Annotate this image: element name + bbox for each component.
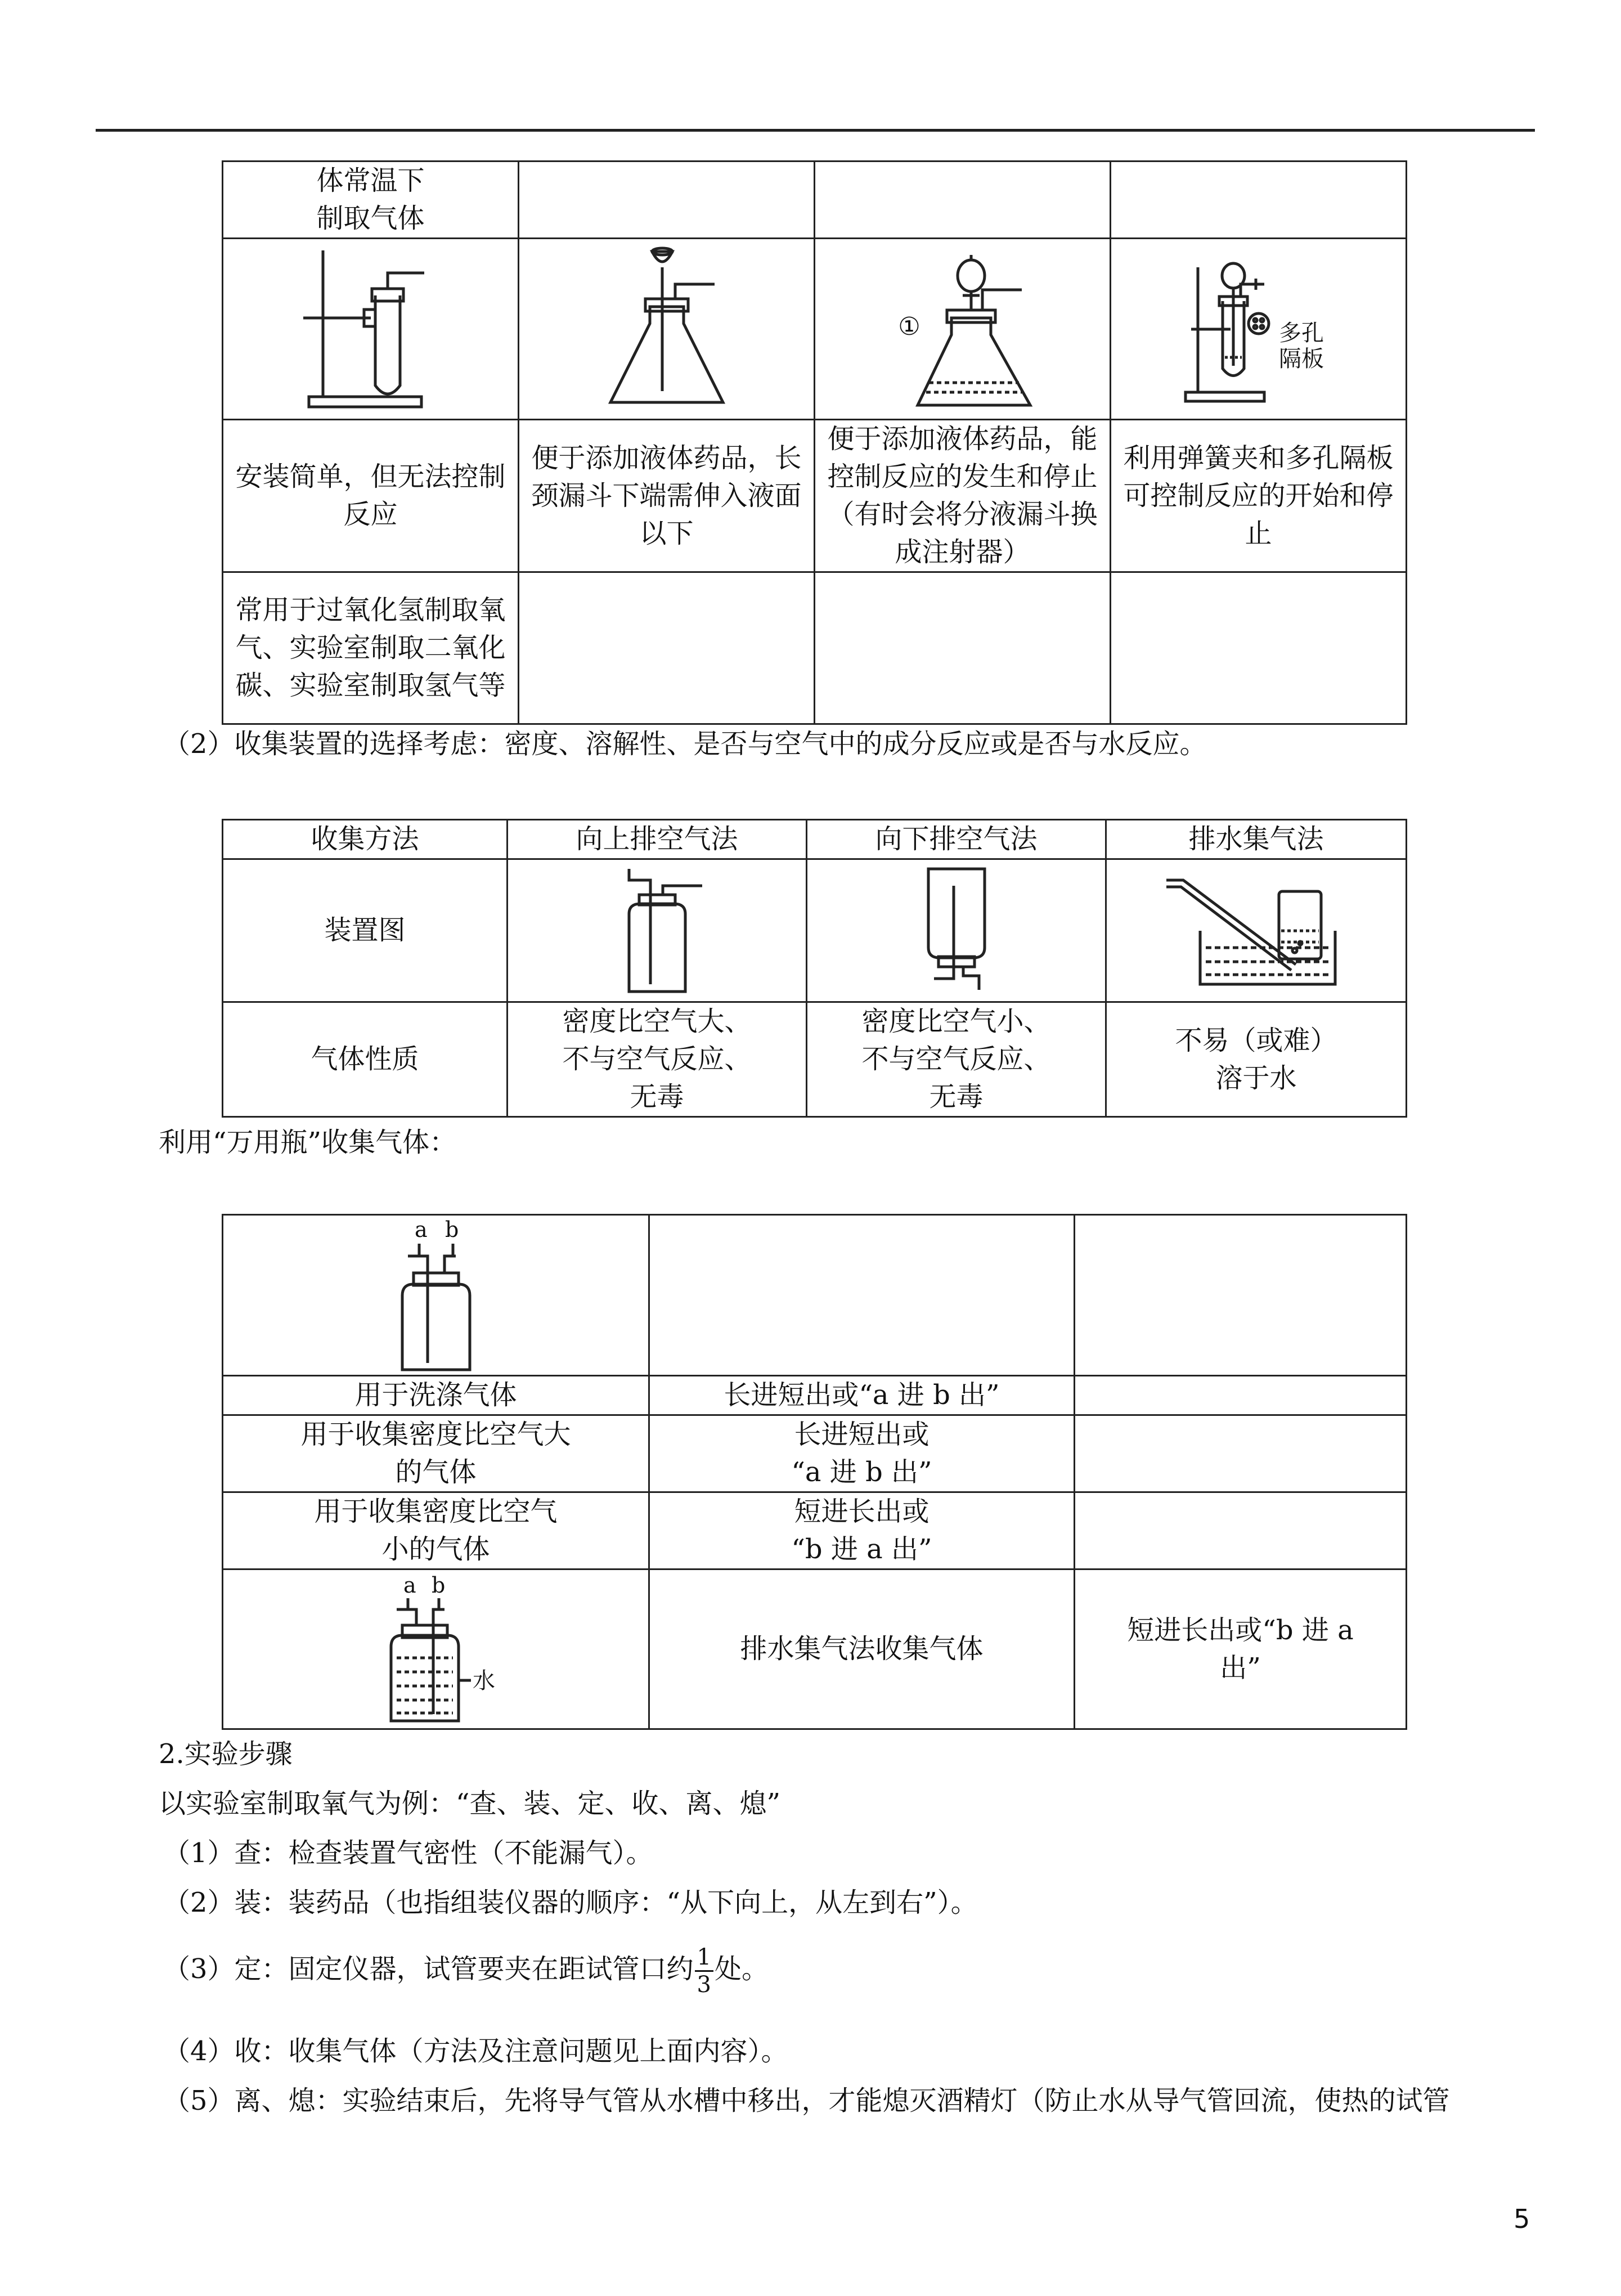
step-5: （5）离、熄：实验结束后，先将导气管从水槽中移出，才能熄灭酒精灯（防止水从导气管回流，使热的试管: [163, 2085, 1450, 2116]
water-displacement-trough-icon: [1161, 863, 1352, 998]
step-1: （1）查：检查装置气密性（不能漏气）。: [163, 1837, 653, 1869]
t2-fig-water: [1106, 859, 1407, 1002]
t1-fig-long-neck-funnel: [519, 239, 815, 420]
page-number: 5: [1514, 2204, 1530, 2234]
long-neck-funnel-flask-icon: [594, 245, 740, 414]
t3-water-direction: 短进长出或“b 进 a 出”: [1075, 1569, 1407, 1729]
t1-fig-porous-plate: [1111, 239, 1407, 420]
water-label: 水: [472, 1667, 495, 1694]
generation-apparatus-table: [222, 160, 1407, 725]
t3-denser-gas-method: 长进短出或 “a 进 b 出”: [649, 1415, 1075, 1492]
porous-plate-apparatus-icon: [1180, 245, 1337, 414]
t3-wash-gas-method: 长进短出或“a 进 b 出”: [649, 1376, 1075, 1415]
t2-header-water: 排水集气法: [1106, 820, 1407, 859]
t1-r3-c2: 便于添加液体药品，长颈漏斗下端需伸入液面以下: [519, 420, 815, 572]
t2-header-method: 收集方法: [223, 820, 508, 859]
fraction-numerator: 1: [695, 1944, 713, 1972]
t1-r1-c1: 体常温下 制取气体: [223, 162, 519, 239]
step-3: [163, 1944, 769, 1998]
downward-air-displacement-bottle-icon: [895, 863, 1018, 998]
universal-bottle-intro: 利用“万用瓶”收集气体：: [159, 1127, 457, 1158]
step-2: （2）装：装药品（也指组装仪器的顺序：“从下向上，从左到右”）。: [163, 1887, 978, 1918]
collection-consideration-text: （2）收集装置的选择考虑：密度、溶解性、是否与空气中的成分反应或是否与水反应。: [163, 728, 1207, 760]
separatory-funnel-flask-icon: [878, 245, 1047, 414]
t3-lighter-gas-method: 短进长出或 “b 进 a 出”: [649, 1492, 1075, 1569]
t1-r4-c1: 常用于过氧化氢制取氧气、实验室制取二氧化碳、实验室制取氢气等: [223, 572, 519, 724]
step-4: （4）收：收集气体（方法及注意问题见上面内容）。: [163, 2035, 788, 2067]
universal-bottle-icon: [374, 1217, 498, 1374]
t1-fig-test-tube-stand: [223, 239, 519, 420]
t2-device-label: 装置图: [223, 859, 508, 1002]
porous-plate-label: 多孔隔板: [1278, 320, 1324, 372]
upward-air-displacement-bottle-icon: [595, 863, 719, 998]
t3-lighter-gas-label: 用于收集密度比空气 小的气体: [223, 1492, 649, 1569]
step-3-text-end: 处。: [715, 1953, 769, 1985]
t3-denser-gas-label: 用于收集密度比空气大 的气体: [223, 1415, 649, 1492]
t3-wash-gas-extra: [1075, 1376, 1407, 1415]
t1-r1-c2: [519, 162, 815, 239]
t1-r4-c4: [1111, 572, 1407, 724]
t2-props-water: 不易（或难） 溶于水: [1106, 1002, 1407, 1117]
t2-fig-downward: [807, 859, 1106, 1002]
t1-r4-c2: [519, 572, 815, 724]
t1-fig-separatory-funnel: [815, 239, 1111, 420]
tube-b-label-2: b: [431, 1573, 445, 1598]
collection-method-table: [222, 819, 1407, 1118]
tube-b-label: b: [444, 1217, 459, 1242]
universal-bottle-table: [222, 1214, 1407, 1730]
t3-r1-c2: [649, 1215, 1075, 1376]
t3-lighter-gas-extra: [1075, 1492, 1407, 1569]
t1-r1-c3: [815, 162, 1111, 239]
t3-r1-c3: [1075, 1215, 1407, 1376]
t2-props-downward: 密度比空气小、 不与空气反应、 无毒: [807, 1002, 1106, 1117]
t1-r1-c4: [1111, 162, 1407, 239]
t2-props-upward: 密度比空气大、 不与空气反应、 无毒: [508, 1002, 807, 1117]
t2-header-upward: 向上排空气法: [508, 820, 807, 859]
fraction-denominator: 3: [697, 1972, 711, 1998]
t1-r4-c3: [815, 572, 1111, 724]
water-filled-bottle-icon: [369, 1573, 504, 1725]
header-rule: [96, 129, 1535, 132]
t1-r3-c3: 便于添加液体药品，能控制反应的发生和停止（有时会将分液漏斗换成注射器）: [815, 420, 1111, 572]
t1-r3-c4: 利用弹簧夹和多孔隔板可控制反应的开始和停止: [1111, 420, 1407, 572]
t1-r3-c1: 安装简单，但无法控制反应: [223, 420, 519, 572]
step-3-text: （3）定：固定仪器，试管要夹在距试管口约: [163, 1953, 694, 1985]
t3-fig-bottle: [223, 1215, 649, 1376]
tube-a-label-2: a: [403, 1573, 416, 1598]
one-third-fraction: [695, 1944, 713, 1998]
section-heading: 2.实验步骤: [159, 1738, 293, 1770]
t3-water-method: 排水集气法收集气体: [649, 1569, 1075, 1729]
test-tube-iron-stand-icon: [298, 245, 444, 414]
t3-fig-water-bottle: [223, 1569, 649, 1729]
t3-wash-gas-label: 用于洗涤气体: [223, 1376, 649, 1415]
t2-props-label: 气体性质: [223, 1002, 508, 1117]
t3-denser-gas-extra: [1075, 1415, 1407, 1492]
tube-a-label: a: [414, 1217, 428, 1242]
steps-intro: 以实验室制取氧气为例：“查、装、定、收、离、熄”: [159, 1788, 781, 1819]
flask-marker-label: ①: [897, 312, 920, 341]
t2-fig-upward: [508, 859, 807, 1002]
t2-header-downward: 向下排空气法: [807, 820, 1106, 859]
